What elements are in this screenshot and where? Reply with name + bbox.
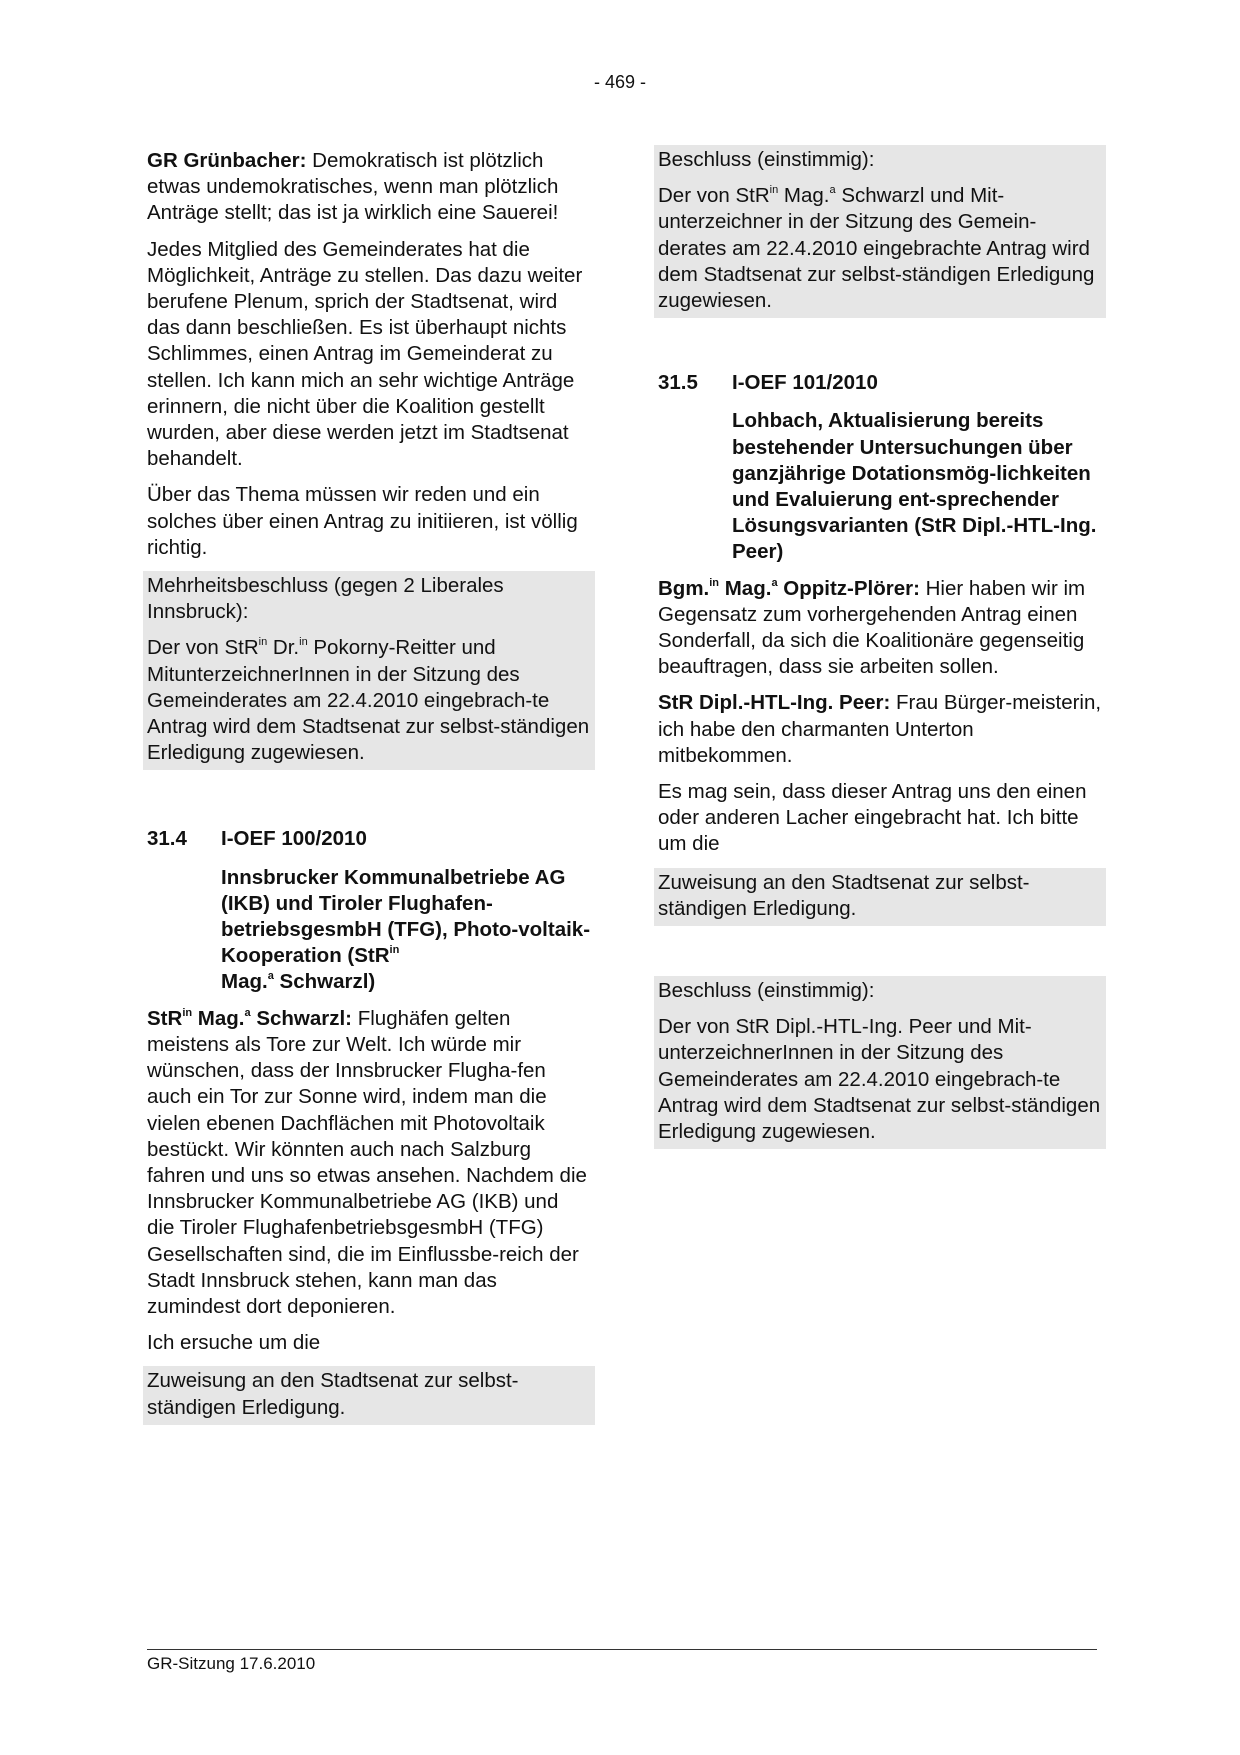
assignment-text: Zuweisung an den Stadtsenat zur selbst-ständigen Erledigung. [147, 1369, 519, 1419]
assignment-text: Zuweisung an den Stadtsenat zur selbst-ständigen Erledigung. [658, 870, 1030, 920]
agenda-item-heading [658, 370, 1102, 396]
speech-oppitz-ploerer [658, 576, 1102, 681]
speech-text: Flughäfen gelten meistens als Tore zur Welt. Ich würde mir wünschen, dass der Innsbrucker Flugha-fen auch ein Tor zur Sonne wird, indem man die vielen ebenen Dachflächen mit Photovoltaik bestückt. Wir könnten auch nach Salzburg fahren und uns so etwas ansehen. Nachdem die Innsbrucker Kommunalbetriebe AG (IKB) und die Tiroler FlughafenbetriebsgesmbH (TFG) Gesellschaften sind, die im Einflussbe-reich der Stadt Innsbruck stehen, kann man das zumindest dort deponieren. [147, 1006, 587, 1318]
resolution-title: Mehrheitsbeschluss (gegen 2 Liberales Innsbruck): [147, 574, 504, 624]
footer-divider [147, 1649, 1097, 1650]
speaker-name: GR Grünbacher: [147, 149, 307, 172]
agenda-item-code: I-OEF 100/2010 [221, 827, 367, 851]
resolution-title: Beschluss (einstimmig): [658, 148, 875, 171]
resolution-text: Der von StR$^{in}$ Dr.$^{in}$ Pokorny-Reitter und MitunterzeichnerInnen in der Sitzung des Gemeinderates am 22.4.2010 eingebrach-te Antrag wird dem Stadtsenat zur selbst-ständigen Erledigung zugewiesen. [147, 636, 590, 765]
resolution-text: Der von StR Dipl.-HTL-Ing. Peer und Mit-unterzeichnerInnen in der Sitzung des Gemeinderates am 22.4.2010 eingebrach-te Antrag wird dem Stadtsenat zur selbst-ständigen Erledigung zugewiesen. [658, 1015, 1101, 1144]
paragraph: Jedes Mitglied des Gemeinderates hat die Möglichkeit, Anträge zu stellen. Das dazu weiter berufene Plenum, sprich der Stadtsenat, wird das dann beschließen. Es ist überhaupt nichts Schlimmes, einen Antrag im Gemeinderat zu stellen. Ich kann mich an sehr wichtige Anträge erinnern, die nicht über die Koalition gestellt wurden, aber diese werden jetzt im Stadtsenat behandelt. [147, 237, 583, 471]
agenda-item-title: Innsbrucker Kommunalbetriebe AG (IKB) und Tiroler Flughafen-betriebsgesmbH (TFG), Photo-voltaik-Kooperation (StR$^{in}$ Mag.$^a$ Schwarzl) [221, 865, 591, 994]
agenda-item-number: 31.5 [658, 371, 698, 395]
speech-gruenbacher [147, 148, 591, 227]
right-column [658, 145, 1102, 1159]
paragraph: Über das Thema müssen wir reden und ein solches über einen Antrag zu initiieren, ist völlig richtig. [147, 483, 578, 559]
assignment-box [654, 868, 1106, 926]
speech-text: Hier haben wir im Gegensatz zum vorhergehenden Antrag einen Sonderfall, da sich die Koalitionäre gegenseitig beauftragen, dass sie arbeiten sollen. [658, 576, 1086, 679]
speech-text: Demokratisch ist plötzlich etwas undemokratisches, wenn man plötzlich Anträge stellt; das ist ja wirklich eine Sauerei! [147, 149, 559, 225]
resolution-text: Der von StR$^{in}$ Mag.$^a$ Schwarzl und Mit-unterzeichner in der Sitzung des Gemein-derates am 22.4.2010 eingebrachte Antrag wird dem Stadtsenat zur selbst-ständigen Erledigung zugewiesen. [658, 184, 1095, 313]
resolution-box [654, 145, 1106, 318]
speech-schwarzl [147, 1006, 591, 1320]
resolution-title: Beschluss (einstimmig): [658, 979, 875, 1003]
assignment-box [143, 1366, 595, 1424]
footer-text: GR-Sitzung 17.6.2010 [147, 1654, 316, 1673]
left-column [147, 148, 591, 1435]
paragraph: Ich ersuche um die [147, 1331, 321, 1355]
agenda-item-heading [147, 826, 591, 852]
speaker-name: Bgm.$^{in}$ Mag.$^a$ Oppitz-Plörer: [658, 576, 920, 600]
speaker-name: StR Dipl.-HTL-Ing. Peer: [658, 691, 891, 715]
speech-peer [658, 690, 1102, 769]
resolution-box [143, 571, 595, 770]
paragraph: Es mag sein, dass dieser Antrag uns den einen oder anderen Lacher eingebracht hat. Ich bitte um die [658, 780, 1087, 856]
agenda-item-title: Lohbach, Aktualisierung bereits bestehender Untersuchungen über ganzjährige Dotationsmög-lichkeiten und Evaluierung ent-sprechender Lösungsvarianten (StR Dipl.-HTL-Ing. Peer) [732, 409, 1097, 564]
speaker-name: StR$^{in}$ Mag.$^a$ Schwarzl: [147, 1006, 353, 1030]
speech-text: Frau Bürger-meisterin, ich habe den charmanten Unterton mitbekommen. [658, 691, 1102, 767]
page-number: - 469 - [593, 72, 647, 92]
resolution-box [654, 976, 1106, 1149]
agenda-item-number: 31.4 [147, 827, 187, 851]
agenda-item-code: I-OEF 101/2010 [732, 371, 878, 395]
